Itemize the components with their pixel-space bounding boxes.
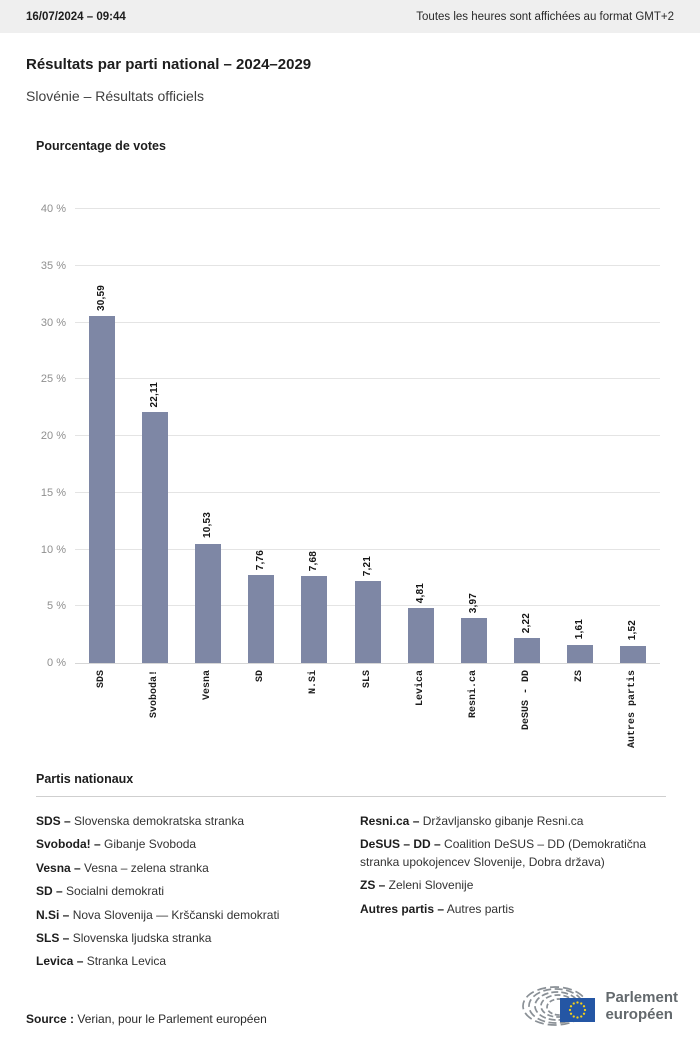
y-tick-label: 25 %	[40, 373, 66, 386]
party-item	[36, 930, 350, 947]
party-item	[360, 901, 666, 918]
party-name: Coalition DeSUS – DD (Demokratična stranka upokojencev Slovenije, Dobra država)	[360, 837, 647, 869]
y-tick-label: 20 %	[40, 430, 66, 442]
x-axis-label: SLS	[361, 670, 373, 689]
eu-flag-star	[584, 1009, 586, 1011]
bar-value-label: 3,97	[467, 592, 479, 613]
x-axis-label: Svoboda!	[148, 670, 160, 719]
bar-Svoboda!	[142, 412, 168, 663]
party-abbreviation: SD –	[36, 884, 63, 899]
legend-divider	[36, 796, 666, 797]
bar-value-label: 7,76	[255, 549, 267, 570]
y-tick-label: 5 %	[47, 600, 66, 613]
party-item	[36, 836, 350, 853]
bar-Levica	[408, 608, 434, 663]
bar-value-label: 4,81	[414, 583, 426, 604]
chart-title: Pourcentage de votes	[36, 139, 166, 153]
top-bar	[0, 0, 700, 33]
x-axis-label: ZS	[574, 670, 586, 683]
eu-flag-star	[583, 1013, 585, 1015]
gridline-40	[75, 208, 660, 209]
party-name: Državljansko gibanje Resni.ca	[419, 814, 584, 828]
bar-N.Si	[301, 576, 327, 663]
party-item	[36, 883, 350, 900]
source-line	[26, 1012, 267, 1026]
party-abbreviation: Autres partis –	[360, 901, 445, 916]
party-item	[360, 877, 666, 894]
x-axis-label: N.Si	[308, 670, 320, 695]
bar-Vesna	[195, 544, 221, 664]
page-title: Résultats par parti national – 2024–2029	[26, 56, 312, 73]
page-subtitle: Slovénie – Résultats officiels	[26, 88, 204, 104]
legend-column-left	[36, 813, 360, 977]
source-label: Source :	[26, 1012, 75, 1026]
bar-ZS	[567, 645, 593, 663]
gridline-25	[75, 378, 660, 379]
y-tick-label: 40 %	[40, 203, 66, 215]
legend-column-right	[360, 813, 666, 977]
eu-flag-star	[569, 1009, 571, 1011]
party-abbreviation: N.Si –	[36, 907, 70, 922]
eu-flag-star	[570, 1013, 572, 1015]
bar-SD	[248, 575, 274, 663]
bar-chart-plot-area	[75, 209, 660, 749]
party-item	[36, 953, 350, 970]
bar-value-label: 1,61	[574, 619, 586, 640]
x-axis-label: Vesna	[201, 670, 213, 701]
bar-SDS	[89, 316, 115, 663]
source-text: Verian, pour le Parlement européen	[77, 1012, 267, 1026]
logo-line-1: Parlement	[605, 988, 678, 1006]
x-axis-label: Autres partis	[627, 670, 639, 749]
party-name: Nova Slovenija — Krščanski demokrati	[69, 907, 280, 922]
bar-value-label: 2,22	[521, 612, 533, 633]
party-name: Zeleni Slovenije	[385, 878, 474, 893]
legend-heading: Partis nationaux	[36, 772, 134, 786]
eu-flag-star	[583, 1005, 585, 1007]
party-item	[36, 907, 350, 924]
y-axis-ticks	[18, 203, 66, 669]
party-name: Slovenska ljudska stranka	[69, 930, 212, 945]
x-axis-label: SDS	[95, 670, 107, 689]
party-item	[36, 860, 350, 877]
party-item	[36, 813, 350, 830]
party-item	[360, 836, 666, 871]
party-abbreviation: Vesna –	[36, 860, 81, 875]
x-axis-label: SD	[255, 670, 267, 683]
party-abbreviation: DeSUS – DD –	[360, 837, 441, 852]
bar-value-label: 22,11	[148, 381, 160, 408]
x-axis-label: DeSUS - DD	[521, 670, 533, 731]
date-time-label: 16/07/2024 – 09:44	[26, 10, 126, 23]
logo-wordmark	[605, 989, 678, 1024]
gridline-35	[75, 265, 660, 266]
bar-SLS	[355, 581, 381, 663]
eu-flag-star	[577, 1016, 579, 1018]
y-tick-label: 15 %	[40, 486, 66, 499]
party-item	[360, 813, 666, 830]
party-name: Slovenska demokratska stranka	[70, 814, 245, 828]
bar-value-label: 1,52	[627, 620, 639, 641]
y-tick-label: 30 %	[40, 316, 66, 329]
party-abbreviation: Resni.ca –	[360, 814, 420, 828]
x-axis-label: Resni.ca	[467, 670, 479, 719]
party-abbreviation: SLS –	[36, 930, 70, 945]
bar-value-label: 7,21	[361, 555, 373, 577]
national-parties-legend	[36, 772, 666, 977]
logo-line-2: européen	[605, 1006, 673, 1023]
bar-value-label: 7,68	[308, 550, 320, 571]
bar-DeSUS - DD	[514, 638, 540, 663]
bar-value-label: 10,53	[201, 512, 213, 539]
eu-flag-star	[573, 1002, 575, 1004]
bar-Resni.ca	[461, 618, 487, 663]
eu-flag-star	[581, 1015, 583, 1017]
party-abbreviation: SDS –	[36, 814, 71, 828]
eu-flag-star	[570, 1005, 572, 1007]
party-abbreviation: ZS –	[360, 878, 386, 893]
party-name: Socialni demokrati	[62, 884, 165, 899]
party-abbreviation: Svoboda! –	[36, 837, 101, 852]
y-tick-label: 35 %	[40, 259, 66, 272]
gridline-30	[75, 322, 660, 323]
party-name: Stranka Levica	[83, 954, 167, 969]
party-name: Autres partis	[444, 901, 515, 916]
bar-Autres partis	[620, 646, 646, 663]
party-abbreviation: Levica –	[36, 954, 84, 969]
bar-value-label: 30,59	[95, 284, 107, 311]
x-axis-label: Levica	[414, 670, 426, 707]
timezone-note: Toutes les heures sont affichées au format GMT+2	[416, 10, 674, 23]
eu-flag-star	[581, 1002, 583, 1004]
party-name: Vesna – zelena stranka	[80, 860, 209, 875]
y-tick-label: 0 %	[47, 657, 66, 669]
y-tick-label: 10 %	[40, 543, 66, 556]
european-parliament-logo	[519, 986, 678, 1026]
eu-flag-star	[573, 1015, 575, 1017]
party-name: Gibanje Svoboda	[100, 837, 197, 852]
eu-flag-star	[577, 1001, 579, 1003]
hemicycle-eu-flag-icon	[519, 986, 597, 1026]
